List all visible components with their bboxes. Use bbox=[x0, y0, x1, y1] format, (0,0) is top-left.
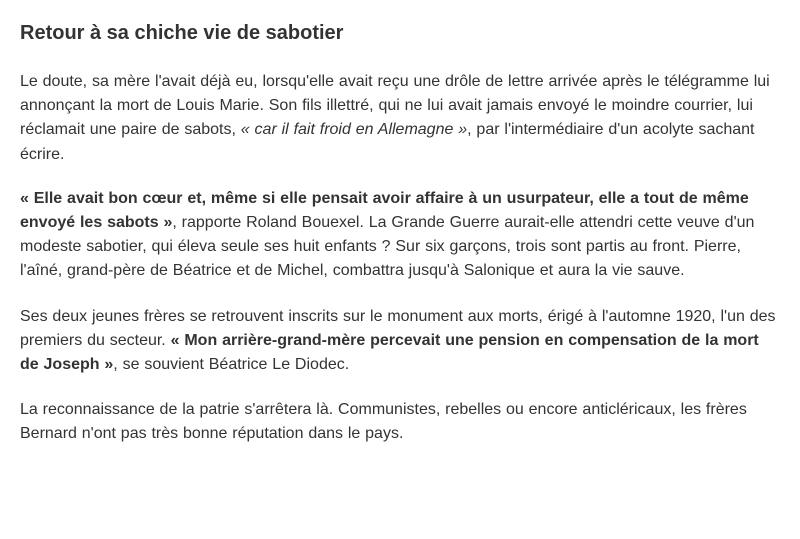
paragraph-1 bbox=[20, 70, 780, 167]
paragraph-1-text-end: , par l'intermédiaire d'un acolyte sachant écrire. bbox=[20, 121, 755, 163]
paragraph-3-text: Ses deux jeunes frères se retrouvent inscrits sur le monument aux morts, érigé à l'automne 1920, l'un des premiers du secteur. bbox=[20, 307, 776, 349]
paragraph-2-quote: « Elle avait bon cœur et, même si elle pensait avoir affaire à un usurpateur, elle a tout de même envoyé les sabots » bbox=[20, 189, 749, 232]
paragraph-3-text-end: , se souvient Béatrice Le Diodec. bbox=[113, 356, 350, 374]
paragraph-4-text: La reconnaissance de la patrie s'arrêtera là. Communistes, rebelles ou encore anticléricaux, les frères Bernard n'ont pas très bonne réputation dans le pays. bbox=[20, 401, 747, 443]
paragraph-4 bbox=[20, 398, 780, 446]
paragraph-2 bbox=[20, 187, 780, 284]
paragraph-1-quote: « car il fait froid en Allemagne » bbox=[240, 121, 468, 139]
paragraph-2-text: , rapporte Roland Bouexel. La Grande Guerre aurait-elle attendri cette veuve d'un modeste sabotier, qui éleva seule ses huit enfants ? Sur six garçons, trois sont partis au front. Pierre, l'aîné, grand-père de Béatrice et de Michel, combattra jusqu'à Salonique et aura la vie sauve. bbox=[20, 214, 755, 280]
paragraph-3 bbox=[20, 305, 780, 378]
article-subtitle: Retour à sa chiche vie de sabotier bbox=[20, 22, 344, 44]
paragraph-3-quote: « Mon arrière-grand-mère percevait une pension en compensation de la mort de Joseph » bbox=[20, 331, 759, 374]
paragraph-1-text: Le doute, sa mère l'avait déjà eu, lorsqu'elle avait reçu une drôle de lettre arrivée après le télégramme lui annonçant la mort de Louis Marie. Son fils illettré, qui ne lui avait jamais envoyé le moindre courrier, lui réclamait une paire de sabots, bbox=[20, 73, 770, 139]
